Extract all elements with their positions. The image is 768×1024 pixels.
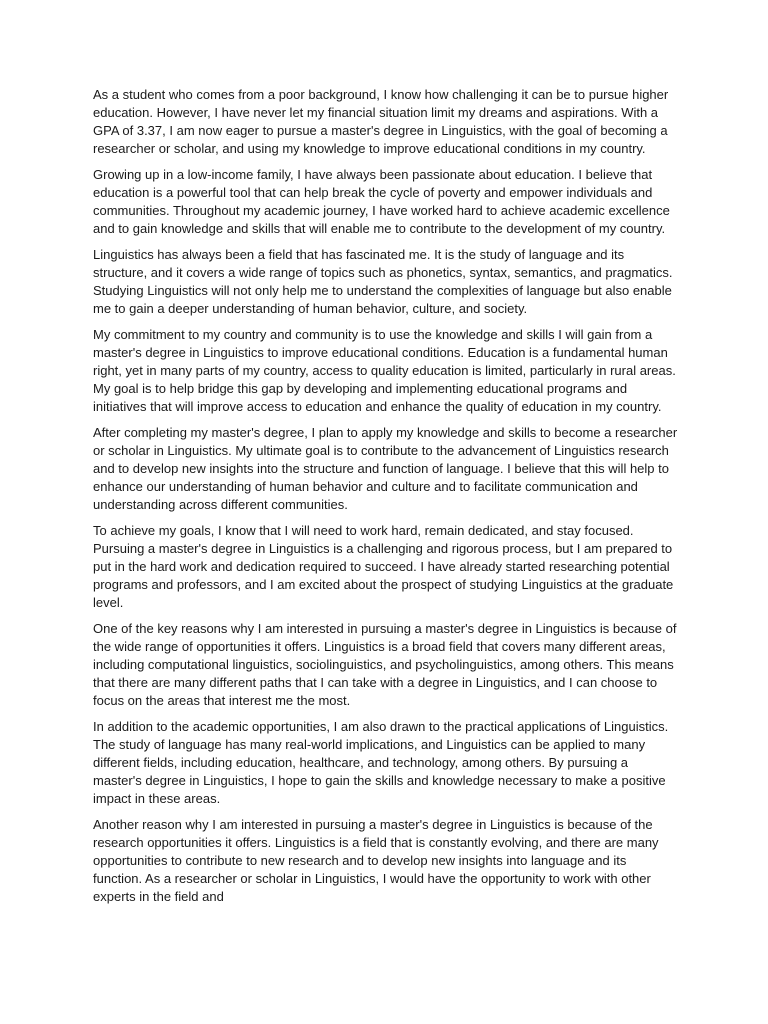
paragraph-5: After completing my master's degree, I plan to apply my knowledge and skills to become a researcher or scholar in Linguistics. My ultimate goal is to contribute to the advancement of Linguistics research and to develop new insights into the structure and function of language. I believe that this will help to enhance our understanding of human behavior and culture and to facilitate communication and understanding across different communities. xyxy=(93,425,678,512)
document-body xyxy=(93,86,678,914)
paragraph-1: As a student who comes from a poor background, I know how challenging it can be to pursue higher education. However, I have never let my financial situation limit my dreams and aspirations. With a GPA of 3.37, I am now eager to pursue a master's degree in Linguistics, with the goal of becoming a researcher or scholar, and using my knowledge to improve educational conditions in my country. xyxy=(93,87,669,156)
paragraph-9: Another reason why I am interested in pursuing a master's degree in Linguistics is because of the research opportunities it offers. Linguistics is a field that is constantly evolving, and there are many opportunities to contribute to new research and to develop new insights into language and its function. As a researcher or scholar in Linguistics, I would have the opportunity to work with other experts in the field and xyxy=(93,817,659,904)
paragraph-2: Growing up in a low-income family, I have always been passionate about education. I believe that education is a powerful tool that can help break the cycle of poverty and empower individuals and communities. Throughout my academic journey, I have worked hard to achieve academic excellence and to gain knowledge and skills that will enable me to contribute to the development of my country. xyxy=(93,167,670,236)
paragraph-3: Linguistics has always been a field that has fascinated me. It is the study of language and its structure, and it covers a wide range of topics such as phonetics, syntax, semantics, and pragmatics. Studying Linguistics will not only help me to understand the complexities of language but also enable me to gain a deeper understanding of human behavior, culture, and society. xyxy=(93,247,673,316)
paragraph-4: My commitment to my country and community is to use the knowledge and skills I will gain from a master's degree in Linguistics to improve educational conditions. Education is a fundamental human right, yet in many parts of my country, access to quality education is limited, particularly in rural areas. My goal is to help bridge this gap by developing and implementing educational programs and initiatives that will improve access to education and enhance the quality of education in my country. xyxy=(93,327,676,414)
paragraph-8: In addition to the academic opportunities, I am also drawn to the practical applications of Linguistics. The study of language has many real-world implications, and Linguistics can be applied to many different fields, including education, healthcare, and technology, among others. By pursuing a master's degree in Linguistics, I hope to gain the skills and knowledge necessary to make a positive impact in these areas. xyxy=(93,719,669,806)
paragraph-7: One of the key reasons why I am interested in pursuing a master's degree in Linguistics is because of the wide range of opportunities it offers. Linguistics is a broad field that covers many different areas, including computational linguistics, sociolinguistics, and psycholinguistics, among others. This means that there are many different paths that I can take with a degree in Linguistics, and I can choose to focus on the areas that interest me the most. xyxy=(93,621,677,708)
paragraph-6: To achieve my goals, I know that I will need to work hard, remain dedicated, and stay focused. Pursuing a master's degree in Linguistics is a challenging and rigorous process, but I am prepared to put in the hard work and dedication required to succeed. I have already started researching potential programs and professors, and I am excited about the prospect of studying Linguistics at the graduate level. xyxy=(93,523,674,610)
